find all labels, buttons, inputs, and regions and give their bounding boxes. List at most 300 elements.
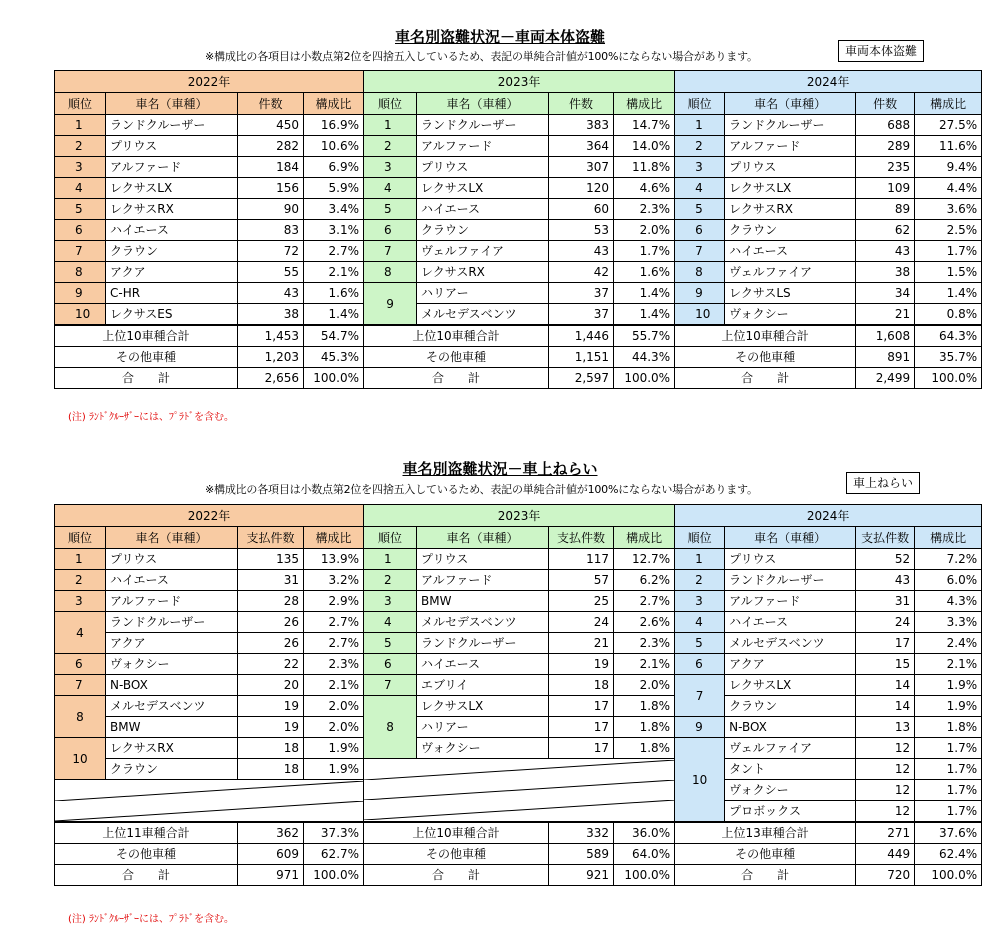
ratio-cell: 1.9% — [915, 675, 982, 696]
ratio-cell: 1.7% — [915, 759, 982, 780]
car-name: メルセデスベンツ — [725, 633, 856, 654]
count-cell: 109 — [856, 178, 915, 199]
ratio-cell: 6.2% — [614, 570, 675, 591]
ratio-cell: 12.7% — [614, 549, 675, 570]
car-name: ハイエース — [106, 220, 238, 241]
car-name: レクサスRX — [106, 199, 238, 220]
column-header: 支払件数 — [549, 527, 614, 549]
ratio-cell: 2.9% — [304, 591, 364, 612]
rank-cell: 7 — [675, 241, 725, 262]
count-cell: 19 — [549, 654, 614, 675]
column-header: 構成比 — [915, 93, 982, 115]
rank-cell: 4 — [55, 612, 106, 654]
count-cell: 53 — [549, 220, 614, 241]
summary-count: 971 — [238, 865, 304, 886]
summary-count: 1,151 — [549, 347, 614, 368]
summary-ratio: 55.7% — [614, 325, 675, 347]
ratio-cell: 2.1% — [614, 654, 675, 675]
rank-cell: 8 — [675, 262, 725, 283]
car-name: メルセデスベンツ — [106, 696, 238, 717]
rank-cell: 10 — [55, 304, 106, 326]
column-header: 車名（車種） — [106, 527, 238, 549]
column-header: 件数 — [238, 93, 304, 115]
car-name: プリウス — [106, 549, 238, 570]
ratio-cell: 2.7% — [614, 591, 675, 612]
count-cell: 688 — [856, 115, 915, 136]
ratio-cell: 1.7% — [614, 241, 675, 262]
summary-count: 609 — [238, 844, 304, 865]
ratio-cell: 4.6% — [614, 178, 675, 199]
car-name: ヴォクシー — [725, 304, 856, 326]
summary-label: その他車種 — [675, 844, 856, 865]
summary-count: 2,499 — [856, 368, 915, 389]
rank-cell: 6 — [55, 220, 106, 241]
count-cell: 60 — [549, 199, 614, 220]
summary-label: 上位11車種合計 — [55, 822, 238, 844]
table-row — [55, 157, 982, 178]
car-name: ハイエース — [417, 654, 549, 675]
count-cell: 24 — [856, 612, 915, 633]
count-cell: 20 — [238, 675, 304, 696]
rank-cell: 7 — [55, 675, 106, 696]
rank-cell: 1 — [55, 549, 106, 570]
ratio-cell: 1.4% — [614, 283, 675, 304]
ratio-cell: 2.0% — [614, 220, 675, 241]
count-cell: 52 — [856, 549, 915, 570]
count-cell: 12 — [856, 780, 915, 801]
car-name: レクサスLX — [106, 178, 238, 199]
car-name: プロボックス — [725, 801, 856, 823]
count-cell: 12 — [856, 738, 915, 759]
ratio-cell: 11.6% — [915, 136, 982, 157]
summary-label: その他車種 — [55, 844, 238, 865]
ratio-cell: 2.7% — [304, 633, 364, 654]
year-header: 2024年 — [675, 505, 982, 527]
rank-cell: 3 — [675, 591, 725, 612]
count-cell: 307 — [549, 157, 614, 178]
summary-ratio: 37.6% — [915, 822, 982, 844]
car-name: ランドクルーザー — [417, 633, 549, 654]
table-row — [55, 844, 982, 865]
count-cell: 383 — [549, 115, 614, 136]
table-row — [55, 241, 982, 262]
column-header: 構成比 — [614, 527, 675, 549]
count-cell: 17 — [856, 633, 915, 654]
car-name: ヴォクシー — [417, 738, 549, 759]
rank-cell: 8 — [55, 262, 106, 283]
rank-cell: 8 — [364, 696, 417, 759]
column-header: 車名（車種） — [106, 93, 238, 115]
ratio-cell: 1.7% — [915, 801, 982, 823]
car-name: レクサスRX — [106, 738, 238, 759]
car-name: タント — [725, 759, 856, 780]
table-row — [55, 865, 982, 886]
table-row — [55, 304, 982, 326]
table-row — [55, 759, 982, 780]
summary-ratio: 100.0% — [304, 368, 364, 389]
car-name: レクサスLX — [725, 178, 856, 199]
column-header: 支払件数 — [856, 527, 915, 549]
rank-cell: 10 — [675, 738, 725, 823]
summary-ratio: 44.3% — [614, 347, 675, 368]
count-cell: 83 — [238, 220, 304, 241]
ratio-cell: 14.7% — [614, 115, 675, 136]
car-name: ハイエース — [417, 199, 549, 220]
rank-cell: 6 — [55, 654, 106, 675]
count-cell: 55 — [238, 262, 304, 283]
summary-ratio: 36.0% — [614, 822, 675, 844]
rank-cell: 7 — [55, 241, 106, 262]
table-row — [55, 283, 982, 304]
rank-cell: 4 — [675, 612, 725, 633]
ratio-cell: 3.4% — [304, 199, 364, 220]
car-name: アクア — [106, 633, 238, 654]
count-cell: 28 — [238, 591, 304, 612]
column-header: 順位 — [55, 527, 106, 549]
summary-count: 1,453 — [238, 325, 304, 347]
car-name: ハリアー — [417, 283, 549, 304]
column-header: 構成比 — [915, 527, 982, 549]
ratio-cell: 1.5% — [915, 262, 982, 283]
ratio-cell: 2.4% — [915, 633, 982, 654]
summary-count: 362 — [238, 822, 304, 844]
rank-cell: 4 — [675, 178, 725, 199]
summary-label: 上位10車種合計 — [364, 822, 549, 844]
count-cell: 42 — [549, 262, 614, 283]
car-name: ヴェルファイア — [725, 738, 856, 759]
summary-count: 921 — [549, 865, 614, 886]
table-row — [55, 178, 982, 199]
rank-cell: 2 — [364, 570, 417, 591]
rank-cell: 1 — [675, 549, 725, 570]
table-row — [55, 368, 982, 389]
ratio-cell: 1.6% — [304, 283, 364, 304]
car-name: クラウン — [106, 759, 238, 780]
car-name: レクサスRX — [725, 199, 856, 220]
summary-count: 271 — [856, 822, 915, 844]
count-cell: 18 — [238, 738, 304, 759]
count-cell: 38 — [238, 304, 304, 326]
car-name: プリウス — [417, 549, 549, 570]
section1-subnote: ※構成比の各項目は小数点第2位を四捨五入しているため、表記の単純合計値が100%にならない場合があります。 — [205, 50, 758, 63]
car-name: ランドクルーザー — [106, 115, 238, 136]
column-header: 構成比 — [614, 93, 675, 115]
column-header: 順位 — [675, 93, 725, 115]
summary-label: 合 計 — [364, 368, 549, 389]
ratio-cell: 1.9% — [304, 738, 364, 759]
summary-count: 1,446 — [549, 325, 614, 347]
summary-label: その他車種 — [675, 347, 856, 368]
column-header: 車名（車種） — [725, 93, 856, 115]
table-row — [55, 505, 982, 527]
column-header: 車名（車種） — [725, 527, 856, 549]
ratio-cell: 2.7% — [304, 612, 364, 633]
ratio-cell: 16.9% — [304, 115, 364, 136]
table-row — [55, 633, 982, 654]
count-cell: 43 — [856, 241, 915, 262]
summary-ratio: 100.0% — [614, 865, 675, 886]
section1-title: 車名別盗難状況－車両本体盗難 — [394, 28, 605, 46]
car-name: クラウン — [725, 696, 856, 717]
count-cell: 13 — [856, 717, 915, 738]
ratio-cell: 2.3% — [614, 633, 675, 654]
summary-count: 2,656 — [238, 368, 304, 389]
summary-label: その他車種 — [55, 347, 238, 368]
car-name: クラウン — [725, 220, 856, 241]
ratio-cell: 2.1% — [304, 675, 364, 696]
count-cell: 21 — [549, 633, 614, 654]
summary-ratio: 35.7% — [915, 347, 982, 368]
ratio-cell: 3.6% — [915, 199, 982, 220]
car-name: アルファード — [106, 157, 238, 178]
rank-cell: 5 — [364, 633, 417, 654]
car-name: BMW — [417, 591, 549, 612]
count-cell: 22 — [238, 654, 304, 675]
car-name: アルファード — [417, 136, 549, 157]
car-name: アルファード — [725, 136, 856, 157]
ratio-cell: 1.4% — [304, 304, 364, 326]
count-cell: 18 — [238, 759, 304, 780]
count-cell: 117 — [549, 549, 614, 570]
summary-count: 589 — [549, 844, 614, 865]
count-cell: 31 — [856, 591, 915, 612]
ratio-cell: 4.4% — [915, 178, 982, 199]
summary-label: 合 計 — [675, 865, 856, 886]
summary-count: 449 — [856, 844, 915, 865]
table-row — [55, 325, 982, 347]
ratio-cell: 2.1% — [304, 262, 364, 283]
rank-cell: 6 — [364, 220, 417, 241]
ratio-cell: 5.9% — [304, 178, 364, 199]
rank-cell: 2 — [675, 136, 725, 157]
table-row — [55, 570, 982, 591]
summary-label: 上位10車種合計 — [55, 325, 238, 347]
summary-label: その他車種 — [364, 844, 549, 865]
count-cell: 43 — [549, 241, 614, 262]
car-name: プリウス — [106, 136, 238, 157]
count-cell: 21 — [856, 304, 915, 326]
section1-table — [54, 70, 982, 389]
ratio-cell: 7.2% — [915, 549, 982, 570]
count-cell: 43 — [856, 570, 915, 591]
rank-cell: 5 — [55, 199, 106, 220]
column-header: 件数 — [549, 93, 614, 115]
count-cell: 17 — [549, 738, 614, 759]
car-name: レクサスLX — [417, 696, 549, 717]
table-row — [55, 115, 982, 136]
ratio-cell: 1.9% — [304, 759, 364, 780]
car-name: エブリイ — [417, 675, 549, 696]
ratio-cell: 6.0% — [915, 570, 982, 591]
section2-title: 車名別盗難状況－車上ねらい — [402, 460, 598, 478]
summary-ratio: 64.3% — [915, 325, 982, 347]
column-header: 順位 — [364, 527, 417, 549]
car-name: BMW — [106, 717, 238, 738]
summary-ratio: 62.4% — [915, 844, 982, 865]
car-name: メルセデスベンツ — [417, 612, 549, 633]
year-header: 2023年 — [364, 505, 675, 527]
count-cell: 15 — [856, 654, 915, 675]
section2-table — [54, 504, 982, 886]
year-header: 2024年 — [675, 71, 982, 93]
rank-cell: 5 — [675, 633, 725, 654]
summary-label: 上位13車種合計 — [675, 822, 856, 844]
count-cell: 17 — [549, 717, 614, 738]
table-row — [55, 696, 982, 717]
count-cell: 135 — [238, 549, 304, 570]
count-cell: 38 — [856, 262, 915, 283]
rank-cell: 9 — [55, 283, 106, 304]
section1-note: (注) ﾗﾝﾄﾞｸﾙｰｻﾞｰには、ﾌﾟﾗﾄﾞを含む。 — [68, 412, 234, 423]
car-name: アクア — [106, 262, 238, 283]
rank-cell: 4 — [364, 178, 417, 199]
car-name: メルセデスベンツ — [417, 304, 549, 326]
table-row — [55, 136, 982, 157]
ratio-cell: 0.8% — [915, 304, 982, 326]
ratio-cell: 14.0% — [614, 136, 675, 157]
summary-label: 合 計 — [675, 368, 856, 389]
table-row — [55, 71, 982, 93]
empty-slashed-cell — [55, 780, 364, 823]
count-cell: 62 — [856, 220, 915, 241]
section2-note: (注) ﾗﾝﾄﾞｸﾙｰｻﾞｰには、ﾌﾟﾗﾄﾞを含む。 — [68, 914, 234, 925]
rank-cell: 4 — [55, 178, 106, 199]
car-name: ランドクルーザー — [725, 570, 856, 591]
car-name: ハイエース — [725, 241, 856, 262]
car-name: レクサスLX — [417, 178, 549, 199]
summary-count: 2,597 — [549, 368, 614, 389]
rank-cell: 3 — [675, 157, 725, 178]
rank-cell: 3 — [55, 591, 106, 612]
rank-cell: 6 — [675, 654, 725, 675]
rank-cell: 10 — [675, 304, 725, 326]
ratio-cell: 2.6% — [614, 612, 675, 633]
summary-ratio: 100.0% — [614, 368, 675, 389]
count-cell: 18 — [549, 675, 614, 696]
count-cell: 34 — [856, 283, 915, 304]
table-row — [55, 347, 982, 368]
ratio-cell: 1.7% — [915, 738, 982, 759]
rank-cell: 9 — [675, 283, 725, 304]
car-name: ランドクルーザー — [106, 612, 238, 633]
ratio-cell: 2.3% — [614, 199, 675, 220]
rank-cell: 4 — [364, 612, 417, 633]
table-row — [55, 93, 982, 115]
car-name: ランドクルーザー — [725, 115, 856, 136]
car-name: ヴェルファイア — [725, 262, 856, 283]
section2-subnote: ※構成比の各項目は小数点第2位を四捨五入しているため、表記の単純合計値が100%にならない場合があります。 — [205, 483, 758, 496]
rank-cell: 7 — [364, 241, 417, 262]
rank-cell: 5 — [364, 199, 417, 220]
summary-label: その他車種 — [364, 347, 549, 368]
count-cell: 19 — [238, 696, 304, 717]
car-name: N-BOX — [106, 675, 238, 696]
count-cell: 364 — [549, 136, 614, 157]
ratio-cell: 3.2% — [304, 570, 364, 591]
column-header: 車名（車種） — [417, 527, 549, 549]
ratio-cell: 1.7% — [915, 780, 982, 801]
rank-cell: 2 — [675, 570, 725, 591]
count-cell: 72 — [238, 241, 304, 262]
car-name: アクア — [725, 654, 856, 675]
count-cell: 14 — [856, 675, 915, 696]
ratio-cell: 13.9% — [304, 549, 364, 570]
summary-ratio: 100.0% — [915, 368, 982, 389]
ratio-cell: 2.5% — [915, 220, 982, 241]
car-name: アルファード — [725, 591, 856, 612]
ratio-cell: 2.0% — [304, 717, 364, 738]
summary-ratio: 45.3% — [304, 347, 364, 368]
count-cell: 37 — [549, 283, 614, 304]
ratio-cell: 2.7% — [304, 241, 364, 262]
section2-tag: 車上ねらい — [846, 472, 920, 494]
rank-cell: 1 — [364, 115, 417, 136]
rank-cell: 3 — [55, 157, 106, 178]
rank-cell: 2 — [55, 136, 106, 157]
count-cell: 43 — [238, 283, 304, 304]
summary-ratio: 62.7% — [304, 844, 364, 865]
ratio-cell: 1.8% — [614, 696, 675, 717]
summary-ratio: 100.0% — [304, 865, 364, 886]
rank-cell: 8 — [55, 696, 106, 738]
year-header: 2023年 — [364, 71, 675, 93]
count-cell: 184 — [238, 157, 304, 178]
car-name: プリウス — [725, 549, 856, 570]
ratio-cell: 2.3% — [304, 654, 364, 675]
ratio-cell: 1.8% — [915, 717, 982, 738]
column-header: 構成比 — [304, 93, 364, 115]
car-name: ヴォクシー — [106, 654, 238, 675]
table-row — [55, 220, 982, 241]
rank-cell: 7 — [364, 675, 417, 696]
ratio-cell: 2.0% — [304, 696, 364, 717]
ratio-cell: 3.3% — [915, 612, 982, 633]
count-cell: 24 — [549, 612, 614, 633]
car-name: ハイエース — [106, 570, 238, 591]
ratio-cell: 1.8% — [614, 717, 675, 738]
car-name: プリウス — [417, 157, 549, 178]
car-name: C-HR — [106, 283, 238, 304]
ratio-cell: 11.8% — [614, 157, 675, 178]
rank-cell: 2 — [364, 136, 417, 157]
summary-label: 合 計 — [55, 368, 238, 389]
car-name: クラウン — [417, 220, 549, 241]
count-cell: 235 — [856, 157, 915, 178]
column-header: 順位 — [675, 527, 725, 549]
table-row — [55, 549, 982, 570]
ratio-cell: 9.4% — [915, 157, 982, 178]
ratio-cell: 2.0% — [614, 675, 675, 696]
column-header: 構成比 — [304, 527, 364, 549]
rank-cell: 9 — [675, 717, 725, 738]
count-cell: 120 — [549, 178, 614, 199]
car-name: レクサスLS — [725, 283, 856, 304]
summary-count: 332 — [549, 822, 614, 844]
count-cell: 19 — [238, 717, 304, 738]
count-cell: 90 — [238, 199, 304, 220]
summary-label: 上位10車種合計 — [364, 325, 549, 347]
rank-cell: 5 — [675, 199, 725, 220]
car-name: ハイエース — [725, 612, 856, 633]
column-header: 車名（車種） — [417, 93, 549, 115]
summary-count: 891 — [856, 347, 915, 368]
summary-count: 1,203 — [238, 347, 304, 368]
summary-label: 合 計 — [55, 865, 238, 886]
count-cell: 12 — [856, 759, 915, 780]
rank-cell: 9 — [364, 283, 417, 326]
car-name: アルファード — [417, 570, 549, 591]
column-header: 順位 — [364, 93, 417, 115]
